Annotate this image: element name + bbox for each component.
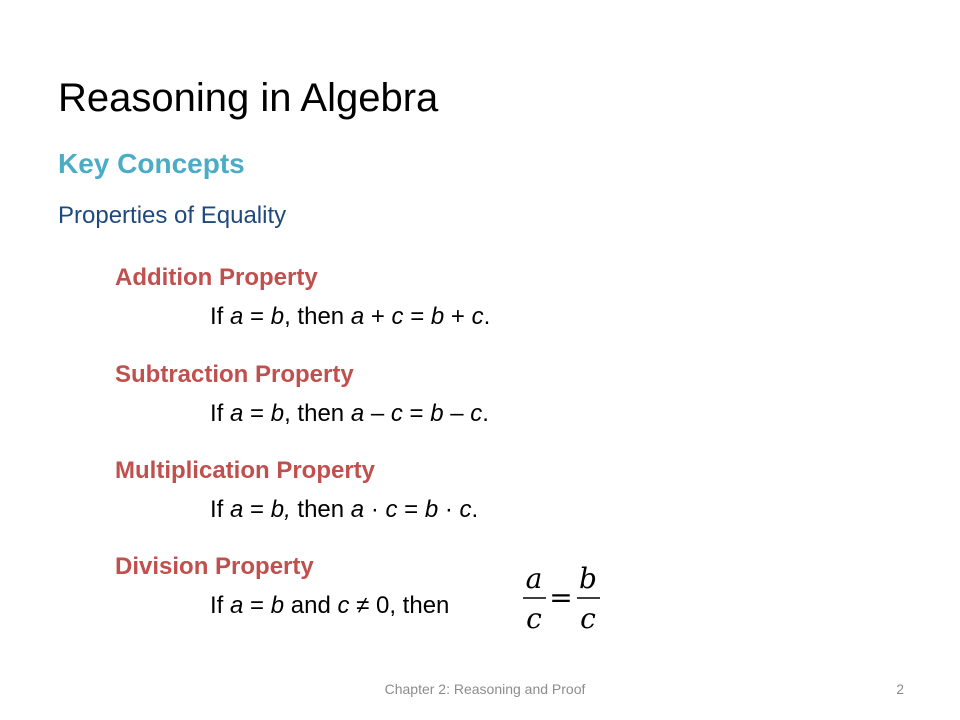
division-property-heading: Division Property: [115, 553, 314, 580]
slide-title: Reasoning in Algebra: [58, 76, 439, 120]
multiplication-property-rule: If a = b, then a · c = b · c.: [210, 496, 479, 523]
slide-subtitle: Key Concepts: [58, 148, 245, 179]
division-property-rule: If a = b and c ≠ 0, then: [210, 592, 450, 619]
addition-property-heading: Addition Property: [115, 264, 318, 291]
section-heading: Properties of Equality: [58, 202, 287, 229]
fraction-right-denominator: c: [580, 602, 596, 634]
footer-chapter-text: Chapter 2: Reasoning and Proof: [384, 681, 586, 697]
fraction-left-denominator: c: [526, 602, 542, 634]
fraction-right-numerator: b: [579, 562, 597, 595]
fraction-left-numerator: a: [525, 562, 543, 595]
page-number: 2: [896, 681, 904, 697]
subtraction-property-heading: Subtraction Property: [115, 361, 354, 388]
addition-property-rule: If a = b, then a + c = b + c.: [210, 303, 491, 330]
division-fraction-equation: [520, 562, 602, 634]
multiplication-property-heading: Multiplication Property: [115, 457, 376, 484]
fraction-equals-sign: =: [549, 581, 573, 614]
subtraction-property-rule: If a = b, then a – c = b – c.: [210, 400, 489, 427]
